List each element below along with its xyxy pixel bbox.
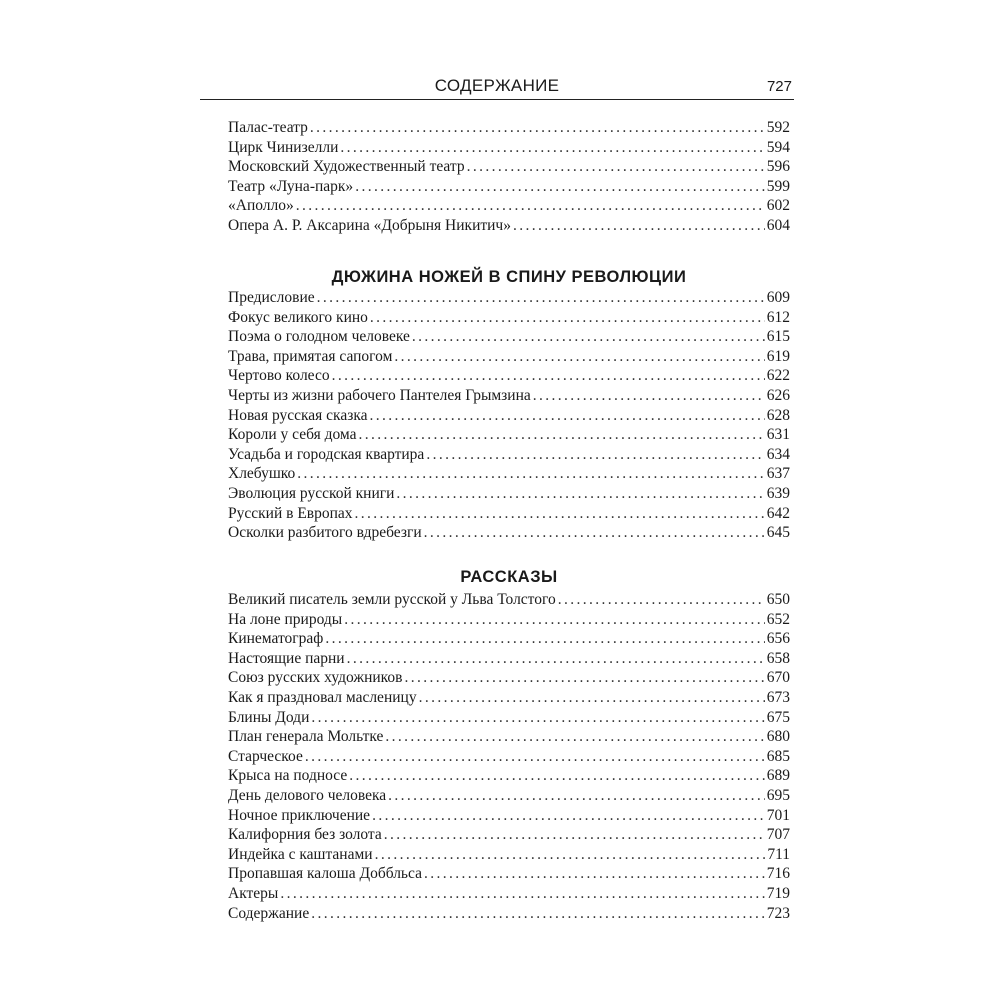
toc-entry-title: Пропавшая калоша Доббльса (228, 865, 422, 883)
toc-entry-title: Блины Доди (228, 708, 310, 726)
toc-entry-page: 701 (766, 806, 790, 824)
toc-entry-page: 719 (766, 884, 790, 902)
dot-leader (347, 649, 765, 669)
toc-entry-page: 723 (766, 904, 790, 922)
toc-entry-page: 615 (766, 328, 790, 346)
toc-entry-title: День делового человека (228, 786, 387, 804)
toc-entry (228, 590, 790, 610)
dot-leader (325, 629, 764, 649)
toc-entry (228, 708, 790, 728)
dot-leader (467, 157, 765, 177)
dot-leader (311, 904, 765, 924)
toc-section-stories (228, 590, 790, 923)
toc-entry-title: Содержание (228, 904, 310, 922)
toc-entry-page: 645 (766, 524, 790, 542)
toc-entry-page: 650 (766, 591, 790, 608)
toc-entry-page: 604 (766, 216, 790, 234)
toc-entry-title: Хлебушко (228, 465, 296, 483)
toc-entry (228, 649, 790, 669)
toc-entry-page: 675 (766, 708, 790, 726)
toc-entry-title: Театр «Луна-парк» (228, 177, 354, 195)
toc-entry-page: 628 (766, 406, 790, 424)
toc-entry-page: 602 (766, 197, 790, 215)
dot-leader (370, 308, 765, 328)
toc-entry-title: Старческое (228, 747, 303, 765)
toc-entry-title: План генерала Мольтке (228, 728, 384, 746)
dot-leader (340, 138, 764, 158)
toc-entry-page: 609 (766, 289, 790, 306)
toc-entry (228, 629, 790, 649)
toc-entry (228, 347, 790, 367)
toc-entry-title: Великий писатель земли русской у Льва Толстого (228, 591, 556, 608)
running-head (200, 70, 794, 100)
toc-entry (228, 445, 790, 465)
toc-entry (228, 386, 790, 406)
toc-entry-title: Московский Художественный театр (228, 158, 465, 176)
toc-entry-page: 622 (766, 367, 790, 385)
toc-entry-title: Трава, примятая сапогом (228, 347, 393, 365)
dot-leader (297, 464, 764, 484)
dot-leader (349, 766, 765, 786)
toc-entry-title: Цирк Чинизелли (228, 138, 339, 156)
toc-entry (228, 688, 790, 708)
toc-entry-page: 634 (766, 445, 790, 463)
toc-entry-page: 596 (766, 158, 790, 176)
toc-entry-title: Эволюция русской книги (228, 484, 395, 502)
toc-entry-page: 670 (766, 669, 790, 687)
toc-entry-page: 673 (766, 688, 790, 706)
dot-leader (355, 177, 765, 197)
toc-entry-title: Осколки разбитого вдребезги (228, 524, 422, 542)
toc-entry (228, 425, 790, 445)
dot-leader (419, 688, 765, 708)
toc-entry (228, 904, 790, 924)
toc-entry-page: 637 (766, 465, 790, 483)
toc-entry (228, 727, 790, 747)
toc-entry-page: 592 (766, 119, 790, 136)
toc-section-continued (228, 118, 790, 236)
toc-entry (228, 884, 790, 904)
toc-entry (228, 308, 790, 328)
dot-leader (355, 504, 765, 524)
toc-entry-title: Опера А. Р. Аксарина «Добрыня Никитич» (228, 216, 511, 234)
dot-leader (424, 523, 765, 543)
toc-entry-page: 658 (766, 649, 790, 667)
toc-section-dozen-knives (228, 288, 790, 543)
dot-leader (558, 590, 765, 610)
toc-entry-title: Индейка с каштанами (228, 845, 373, 863)
toc-entry-page: 639 (766, 484, 790, 502)
toc-entry (228, 196, 790, 216)
toc-entry (228, 864, 790, 884)
toc-entry-title: Как я праздновал масленицу (228, 688, 417, 706)
dot-leader (370, 406, 765, 426)
toc-entry (228, 610, 790, 630)
toc-entry-title: Предисловие (228, 289, 315, 306)
dot-leader (332, 366, 765, 386)
dot-leader (305, 747, 765, 767)
toc-entry-title: Крыса на подносе (228, 767, 348, 785)
running-title: СОДЕРЖАНИЕ (434, 76, 560, 95)
toc-entry (228, 825, 790, 845)
dot-leader (513, 216, 765, 236)
toc-entry (228, 484, 790, 504)
toc-entry-title: Ночное приключение (228, 806, 371, 824)
section-heading: ДЮЖИНА НОЖЕЙ В СПИНУ РЕВОЛЮЦИИ (331, 268, 687, 286)
toc-entry (228, 288, 790, 308)
dot-leader (412, 327, 765, 347)
toc-entry (228, 845, 790, 865)
toc-entry-page: 656 (766, 630, 790, 648)
toc-entry (228, 327, 790, 347)
toc-entry-page: 711 (767, 845, 790, 863)
dot-leader (296, 196, 765, 216)
dot-leader (311, 708, 764, 728)
dot-leader (404, 668, 764, 688)
toc-entry (228, 504, 790, 524)
toc-entry (228, 806, 790, 826)
toc-entry-page: 599 (766, 177, 790, 195)
toc-entry-page: 707 (766, 826, 790, 844)
toc-entry-title: Новая русская сказка (228, 406, 368, 424)
toc-entry-title: Усадьба и городская квартира (228, 445, 425, 463)
dot-leader (344, 610, 765, 630)
toc-entry-page: 612 (766, 308, 790, 326)
toc-entry (228, 668, 790, 688)
toc-entry (228, 766, 790, 786)
toc-entry-title: Калифорния без золота (228, 826, 382, 844)
toc-entry (228, 366, 790, 386)
toc-entry-page: 685 (766, 747, 790, 765)
dot-leader (384, 825, 765, 845)
toc-entry (228, 118, 790, 138)
toc-entry-title: Фокус великого кино (228, 308, 368, 326)
toc-entry-title: Черты из жизни рабочего Пантелея Грымзина (228, 386, 531, 404)
toc-entry-page: 695 (766, 786, 790, 804)
toc-entry-title: Палас-театр (228, 119, 308, 136)
toc-entry-title: Чертово колесо (228, 367, 330, 385)
dot-leader (424, 864, 765, 884)
dot-leader (394, 347, 764, 367)
toc-entry-page: 652 (766, 610, 790, 628)
toc-entry (228, 216, 790, 236)
dot-leader (372, 806, 765, 826)
toc-entry-title: Союз русских художников (228, 669, 403, 687)
toc-entry-page: 689 (766, 767, 790, 785)
toc-entry-title: Настоящие парни (228, 649, 345, 667)
toc-entry-page: 626 (766, 386, 790, 404)
toc-entry-title: Кинематограф (228, 630, 324, 648)
toc-entry-title: Поэма о голодном человеке (228, 328, 410, 346)
toc-entry (228, 464, 790, 484)
dot-leader (317, 288, 765, 308)
toc-entry (228, 138, 790, 158)
toc-entry-page: 619 (766, 347, 790, 365)
toc-entry-title: Короли у себя дома (228, 426, 357, 444)
toc-entry-title: Актеры (228, 884, 279, 902)
toc-entry-page: 631 (766, 426, 790, 444)
page-number: 727 (766, 78, 792, 95)
toc-entry-title: Русский в Европах (228, 504, 353, 522)
dot-leader (385, 727, 764, 747)
header-rule (200, 99, 794, 100)
dot-leader (533, 386, 765, 406)
toc-entry-page: 716 (766, 865, 790, 883)
section-heading: РАССКАЗЫ (460, 568, 558, 586)
toc-entry-title: «Аполло» (228, 197, 294, 215)
toc-entry (228, 747, 790, 767)
toc-entry (228, 406, 790, 426)
dot-leader (359, 425, 765, 445)
dot-leader (396, 484, 764, 504)
toc-entry-title: На лоне природы (228, 610, 343, 628)
toc-entry-page: 594 (766, 138, 790, 156)
dot-leader (280, 884, 764, 904)
dot-leader (426, 445, 764, 465)
toc-entry-page: 680 (766, 728, 790, 746)
toc-entry (228, 177, 790, 197)
toc-entry (228, 157, 790, 177)
toc-entry (228, 786, 790, 806)
toc-entry (228, 523, 790, 543)
dot-leader (310, 118, 765, 138)
toc-entry-page: 642 (766, 504, 790, 522)
dot-leader (388, 786, 765, 806)
dot-leader (375, 845, 766, 865)
